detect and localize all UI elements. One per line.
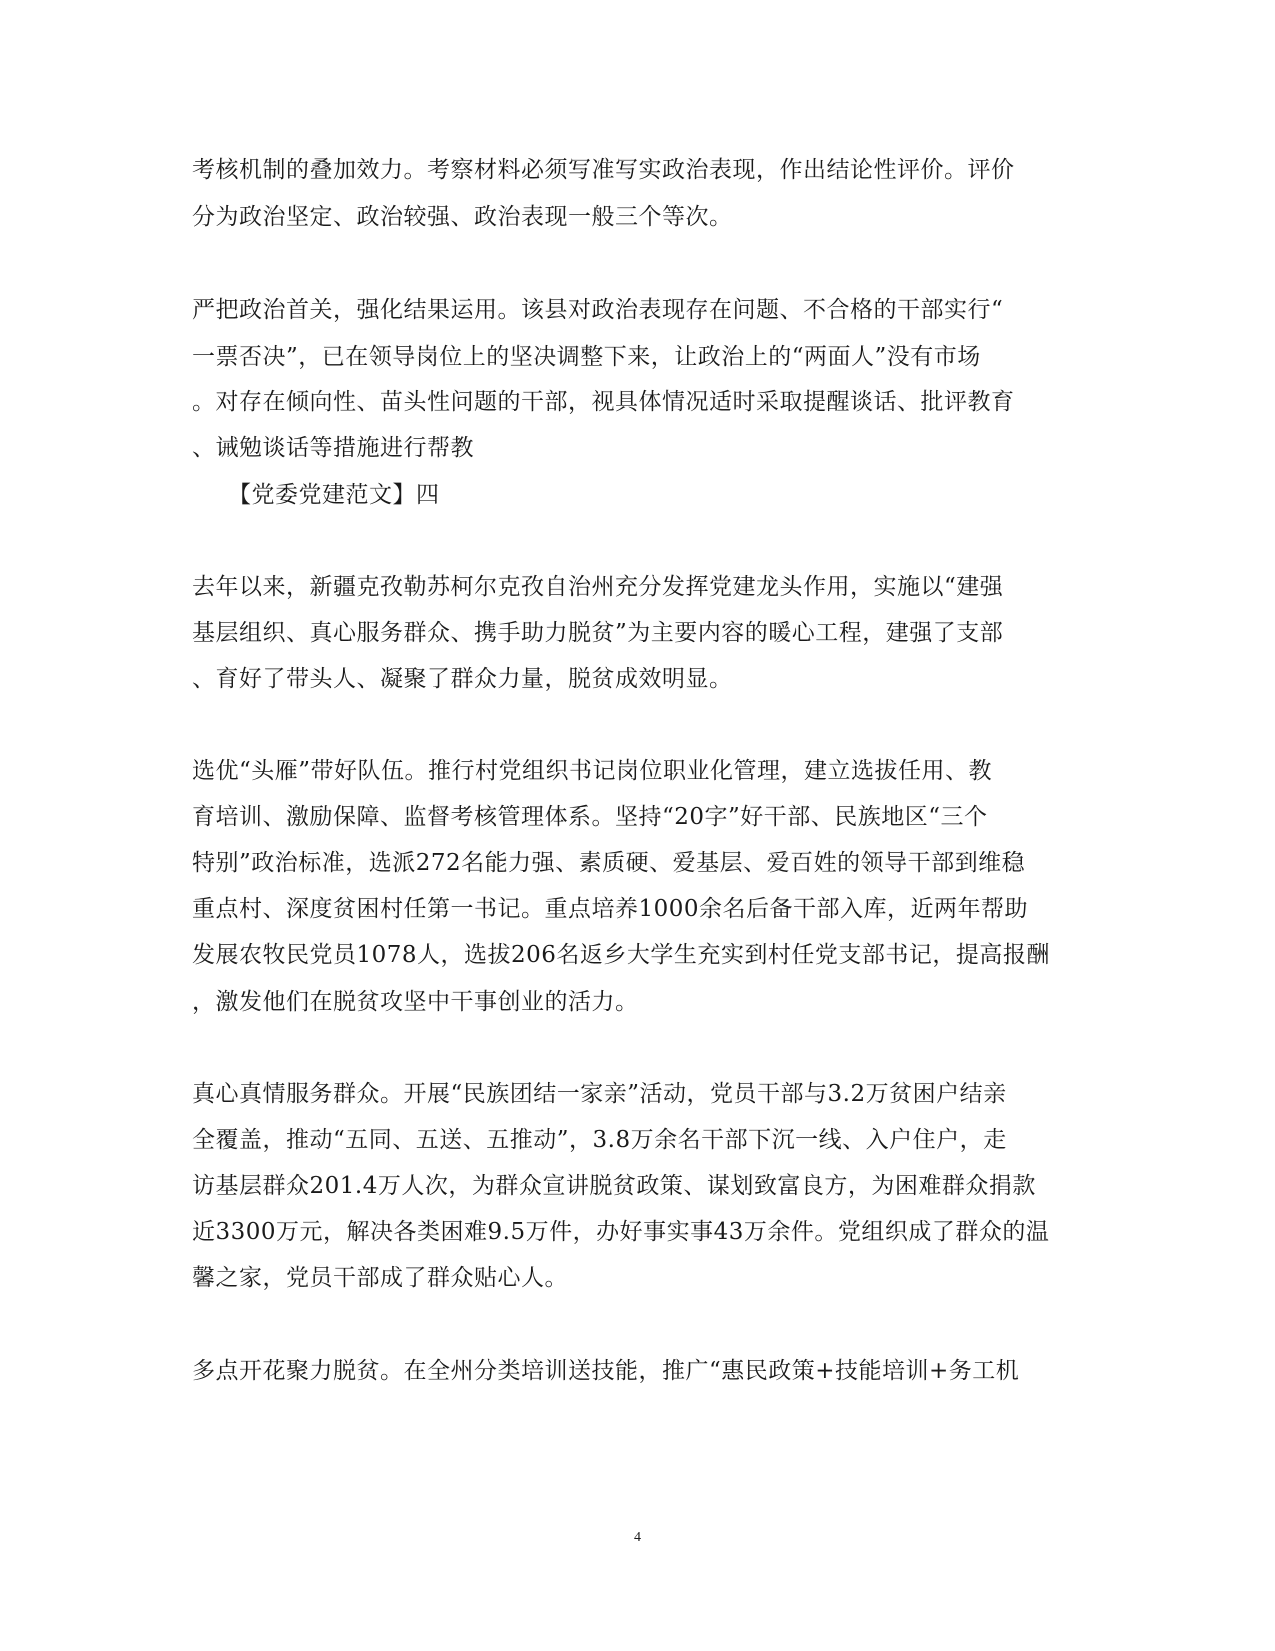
paragraph-2-line-2: 一票否决”，已在领导岗位上的坚决调整下来，让政治上的“两面人”没有市场	[192, 344, 981, 370]
paragraph-6-line-1: 多点开花聚力脱贫。在全州分类培训送技能，推广“惠民政策+技能培训+务工机	[192, 1358, 1020, 1384]
paragraph-3-line-1: 去年以来，新疆克孜勒苏柯尔克孜自治州充分发挥党建龙头作用，实施以“建强	[192, 574, 1004, 600]
paragraph-5-line-5: 馨之家，党员干部成了群众贴心人。	[192, 1265, 568, 1291]
paragraph-4-line-6: ，激发他们在脱贫攻坚中干事创业的活力。	[192, 989, 639, 1015]
paragraph-1-line-2: 分为政治坚定、政治较强、政治表现一般三个等次。	[192, 204, 733, 230]
paragraph-4-line-2: 育培训、激励保障、监督考核管理体系。坚持“20字”好干部、民族地区“三个	[192, 804, 988, 830]
page-number: 4	[634, 1530, 641, 1545]
paragraph-3-line-2: 基层组织、真心服务群众、携手助力脱贫”为主要内容的暖心工程，建强了支部	[192, 620, 1004, 646]
paragraph-2-line-1: 严把政治首关，强化结果运用。该县对政治表现存在问题、不合格的干部实行“	[192, 297, 1004, 323]
paragraph-5-line-2: 全覆盖，推动“五同、五送、五推动”，3.8万余名干部下沉一线、入户住户，走	[192, 1127, 1007, 1153]
paragraph-4-line-5: 发展农牧民党员1078人，选拔206名返乡大学生充实到村任党支部书记，提高报酬	[192, 942, 1050, 968]
paragraph-4-line-1: 选优“头雁”带好队伍。推行村党组织书记岗位职业化管理，建立选拔任用、教	[192, 758, 993, 784]
paragraph-5-line-3: 访基层群众201.4万人次，为群众宣讲脱贫政策、谋划致富良方，为困难群众捐款	[192, 1173, 1036, 1199]
paragraph-5-line-1: 真心真情服务群众。开展“民族团结一家亲”活动，党员干部与3.2万贫困户结亲	[192, 1081, 1007, 1107]
paragraph-2-line-3: 。对存在倾向性、苗头性问题的干部，视具体情况适时采取提醒谈话、批评教育	[192, 389, 1015, 415]
paragraph-2-line-4: 、诫勉谈话等措施进行帮教	[192, 435, 474, 461]
paragraph-4-line-4: 重点村、深度贫困村任第一书记。重点培养1000余名后备干部入库，近两年帮助	[192, 896, 1029, 922]
paragraph-4-line-3: 特别”政治标准，选派272名能力强、素质硬、爱基层、爱百姓的领导干部到维稳	[192, 850, 1026, 876]
paragraph-3-line-3: 、育好了带头人、凝聚了群众力量，脱贫成效明显。	[192, 666, 733, 692]
paragraph-1-line-1: 考核机制的叠加效力。考察材料必须写准写实政治表现，作出结论性评价。评价	[192, 157, 1015, 183]
section-heading: 【党委党建范文】四	[228, 482, 440, 508]
paragraph-5-line-4: 近3300万元，解决各类困难9.5万件，办好事实事43万余件。党组织成了群众的温	[192, 1219, 1050, 1245]
